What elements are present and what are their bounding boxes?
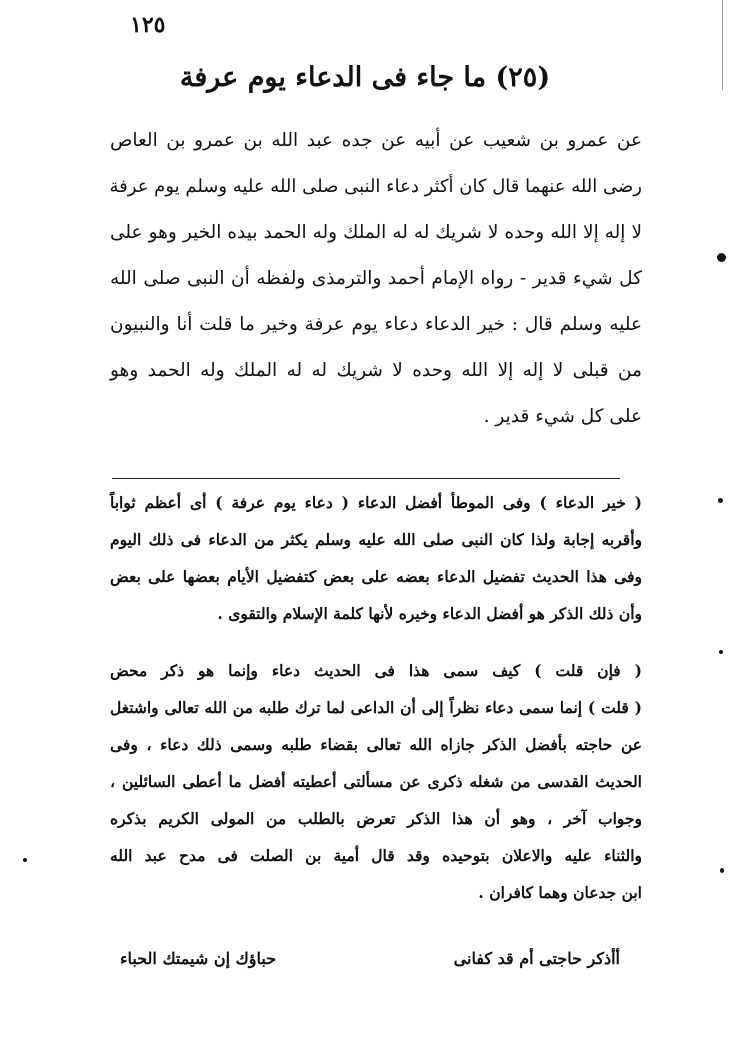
- hadith-line: كل شيء قدير - رواه الإمام أحمد والترمذى ولفظه أن النبى صلى الله: [110, 268, 642, 289]
- scan-speck: [720, 868, 724, 873]
- scan-edge-line: [722, 0, 723, 90]
- verse-second-hemistich: حباؤك إن شيمتك الحباء: [120, 949, 277, 968]
- commentary-line: ابن جدعان وهما كافران .: [478, 883, 642, 902]
- commentary-line: ( قلت ) إنما سمى دعاء نظراً إلى أن الداعى لما ترك طلبه من الله تعالى واشتغل: [110, 698, 642, 717]
- commentary-line: وأن ذلك الذكر هو أفضل الدعاء وخيره لأنها كلمة الإسلام والتقوى .: [217, 604, 642, 623]
- hadith-line: رضى الله عنهما قال كان أكثر دعاء النبى صلى الله عليه وسلم يوم عرفة: [109, 176, 642, 197]
- hadith-line: عن عمرو بن شعيب عن أبيه عن جده عبد الله بن عمرو بن العاص: [110, 130, 642, 151]
- hadith-line: من قبلى لا إله إلا الله وحده لا شريك له له الملك وله الحمد وهو: [110, 360, 642, 381]
- commentary-paragraph-1: [110, 484, 642, 632]
- commentary-line: وأقربه إجابة ولذا كان النبى صلى الله عليه وسلم يكثر من الدعاء فى ذلك اليوم: [110, 530, 642, 549]
- scan-speck: [719, 650, 723, 654]
- scan-speck: [718, 498, 723, 503]
- commentary-line: وجواب آخر ، وهو أن هذا الذكر تعرض بالطلب من المولى الكريم بذكره: [110, 809, 642, 828]
- commentary-line: عن حاجته بأفضل الذكر جازاه الله تعالى بقضاء طلبه وسمى ذلك دعاء ، وفى: [110, 735, 642, 754]
- hadith-text: [110, 118, 642, 440]
- hadith-line: على كل شيء قدير .: [483, 406, 642, 427]
- poetry-verse: [120, 940, 620, 977]
- verse-first-hemistich: أأذكر حاجتى أم قد كفانى: [453, 949, 620, 968]
- commentary-line: وفى هذا الحديث تفضيل الدعاء بعضه على بعض كتفضيل الأيام بعضها على بعض: [110, 567, 642, 586]
- commentary-line: الحديث القدسى من شغله ذكرى عن مسألتى أعطيته أفضل ما أعطى السائلين ،: [110, 772, 642, 791]
- scan-speck: [23, 858, 27, 862]
- chapter-title: (٢٥) ما جاء فى الدعاء يوم عرفة: [179, 62, 551, 93]
- commentary-line: ( خير الدعاء ) وفى الموطأ أفضل الدعاء ( دعاء يوم عرفة ) أى أعظم ثواباً: [110, 493, 642, 512]
- commentary-line: والثناء عليه والاعلان بتوحيده وقد قال أمية بن الصلت فى مدح عبد الله: [110, 846, 642, 865]
- hadith-line: لا إله إلا الله وحده لا شريك له له الملك وله الحمد بيده الخير وهو على: [110, 222, 642, 243]
- page-number: ١٢٥: [130, 12, 166, 38]
- commentary-paragraph-2: [110, 652, 642, 911]
- commentary-line: ( فإن قلت ) كيف سمى هذا فى الحديث دعاء وإنما هو ذكر محض: [110, 661, 642, 680]
- scan-speck: [717, 253, 726, 262]
- hadith-line: عليه وسلم قال : خير الدعاء دعاء يوم عرفة وخير ما قلت أنا والنبيون: [110, 314, 642, 335]
- footnote-divider: [112, 478, 620, 479]
